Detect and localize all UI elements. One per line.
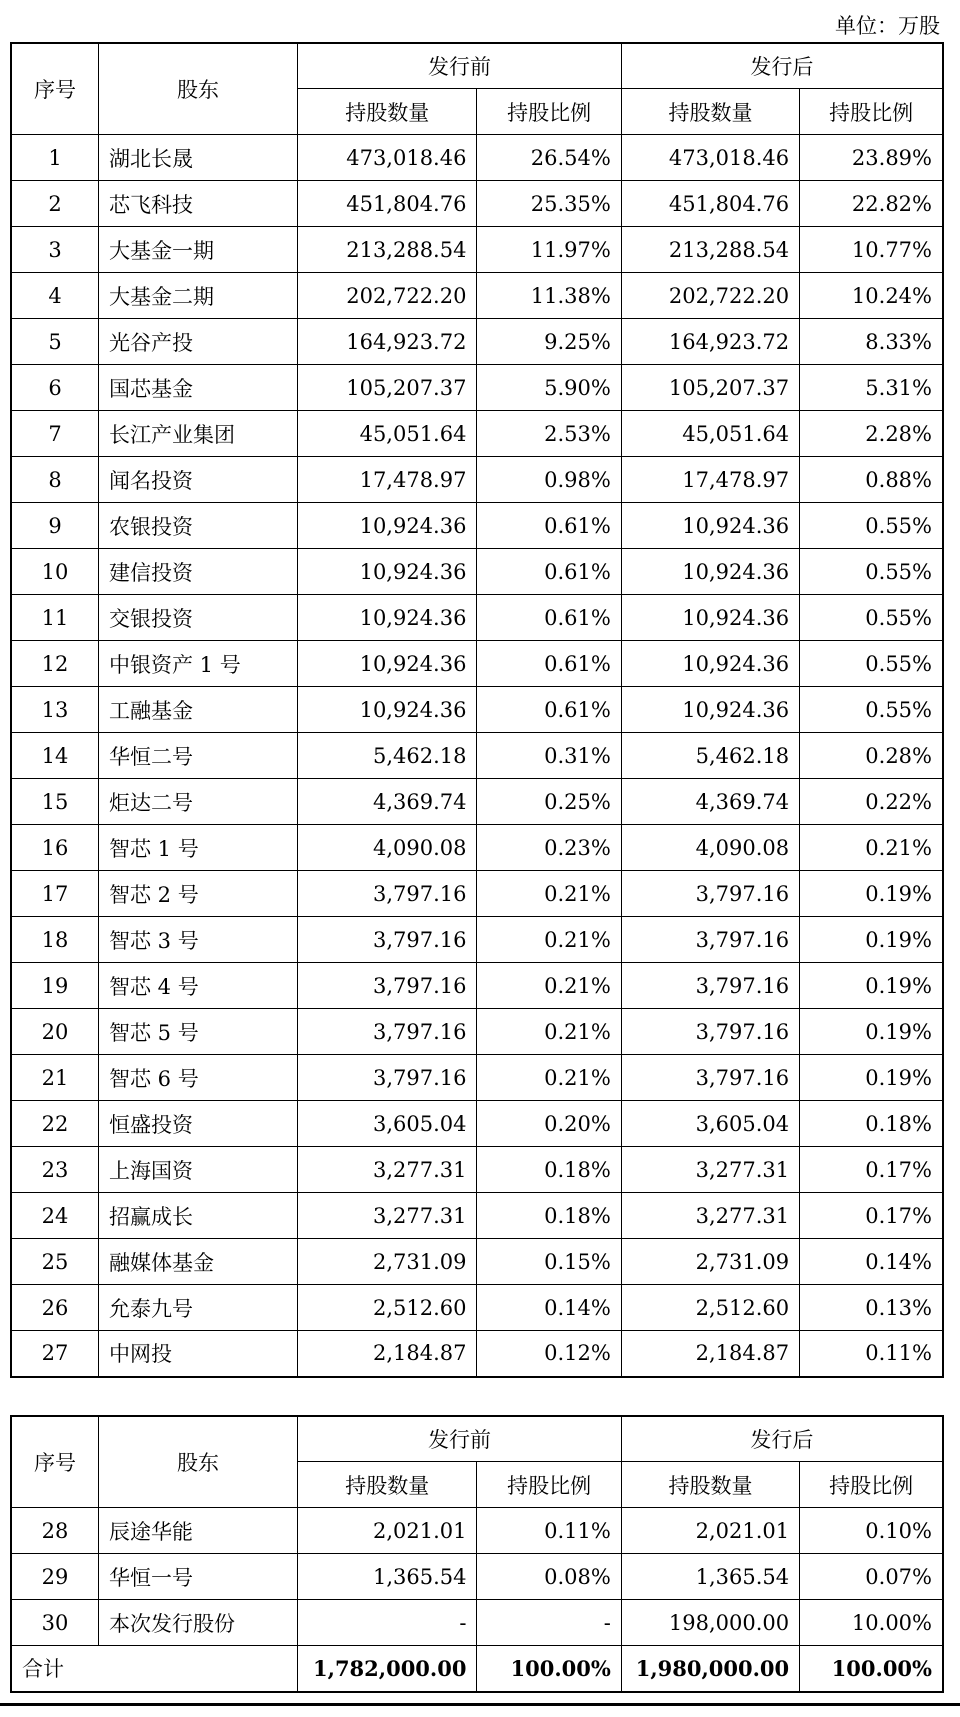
before-ratio: 0.61% — [477, 687, 621, 733]
before-ratio: 0.11% — [477, 1508, 621, 1554]
after-ratio: 0.07% — [800, 1554, 943, 1600]
after-shares: 10,924.36 — [621, 641, 799, 687]
header-before-ratio: 持股比例 — [477, 89, 621, 135]
after-ratio: 22.82% — [800, 181, 943, 227]
after-ratio: 0.19% — [800, 1055, 943, 1101]
before-shares: 10,924.36 — [298, 687, 477, 733]
table-row — [11, 1285, 943, 1331]
page-divider — [0, 1703, 960, 1706]
before-ratio: 0.21% — [477, 1055, 621, 1101]
after-ratio: 0.18% — [800, 1101, 943, 1147]
after-ratio: 0.19% — [800, 1009, 943, 1055]
row-number: 14 — [11, 733, 99, 779]
shareholder-name: 华恒一号 — [99, 1554, 298, 1600]
table-row — [11, 411, 943, 457]
row-number: 11 — [11, 595, 99, 641]
table-row — [11, 1508, 943, 1554]
before-shares: 3,277.31 — [298, 1193, 477, 1239]
before-ratio: 0.98% — [477, 457, 621, 503]
table-row — [11, 549, 943, 595]
row-number: 26 — [11, 1285, 99, 1331]
after-ratio: 0.55% — [800, 595, 943, 641]
table-row — [11, 1193, 943, 1239]
table-row — [11, 319, 943, 365]
table-row — [11, 963, 943, 1009]
before-ratio: 25.35% — [477, 181, 621, 227]
before-ratio: 0.15% — [477, 1239, 621, 1285]
before-ratio: 0.14% — [477, 1285, 621, 1331]
header-after-shares: 持股数量 — [621, 1462, 799, 1508]
total-label: 合计 — [11, 1646, 298, 1692]
before-ratio: 0.25% — [477, 779, 621, 825]
row-number: 23 — [11, 1147, 99, 1193]
before-shares: 4,369.74 — [298, 779, 477, 825]
before-ratio: 0.61% — [477, 641, 621, 687]
before-ratio: 0.21% — [477, 917, 621, 963]
shareholder-name: 芯飞科技 — [99, 181, 298, 227]
header-after: 发行后 — [621, 43, 943, 89]
after-ratio: 10.77% — [800, 227, 943, 273]
after-shares: 10,924.36 — [621, 503, 799, 549]
shareholder-name: 智芯 3 号 — [99, 917, 298, 963]
shareholder-name: 融媒体基金 — [99, 1239, 298, 1285]
header-holder: 股东 — [99, 43, 298, 135]
header-holder: 股东 — [99, 1416, 298, 1508]
before-shares: 3,605.04 — [298, 1101, 477, 1147]
before-ratio: 9.25% — [477, 319, 621, 365]
after-shares: 45,051.64 — [621, 411, 799, 457]
before-ratio: 0.21% — [477, 963, 621, 1009]
header-no: 序号 — [11, 1416, 99, 1508]
after-shares: 3,797.16 — [621, 963, 799, 1009]
table-row — [11, 1554, 943, 1600]
after-ratio: 0.88% — [800, 457, 943, 503]
table-row — [11, 365, 943, 411]
total-before-ratio: 100.00% — [477, 1646, 621, 1692]
after-ratio: 0.19% — [800, 963, 943, 1009]
row-number: 8 — [11, 457, 99, 503]
shareholder-name: 闻名投资 — [99, 457, 298, 503]
header-before: 发行前 — [298, 1416, 622, 1462]
after-shares: 2,021.01 — [621, 1508, 799, 1554]
before-shares: 3,797.16 — [298, 917, 477, 963]
after-ratio: 0.10% — [800, 1508, 943, 1554]
before-shares: 2,184.87 — [298, 1331, 477, 1377]
after-shares: 2,184.87 — [621, 1331, 799, 1377]
before-shares: 3,797.16 — [298, 1055, 477, 1101]
after-shares: 3,605.04 — [621, 1101, 799, 1147]
header-after-ratio: 持股比例 — [800, 1462, 943, 1508]
before-shares: 17,478.97 — [298, 457, 477, 503]
row-number: 12 — [11, 641, 99, 687]
shareholder-name: 农银投资 — [99, 503, 298, 549]
shareholder-name: 中网投 — [99, 1331, 298, 1377]
before-shares: 10,924.36 — [298, 503, 477, 549]
row-number: 4 — [11, 273, 99, 319]
shareholder-table-part-1 — [10, 42, 944, 1378]
before-ratio: 0.18% — [477, 1147, 621, 1193]
before-ratio: 0.20% — [477, 1101, 621, 1147]
after-shares: 164,923.72 — [621, 319, 799, 365]
after-ratio: 0.17% — [800, 1147, 943, 1193]
before-ratio: 0.23% — [477, 825, 621, 871]
before-shares: 202,722.20 — [298, 273, 477, 319]
row-number: 28 — [11, 1508, 99, 1554]
before-ratio: 0.61% — [477, 549, 621, 595]
row-number: 18 — [11, 917, 99, 963]
row-number: 16 — [11, 825, 99, 871]
before-shares: 2,731.09 — [298, 1239, 477, 1285]
before-shares: 451,804.76 — [298, 181, 477, 227]
after-ratio: 0.13% — [800, 1285, 943, 1331]
after-shares: 202,722.20 — [621, 273, 799, 319]
after-ratio: 0.21% — [800, 825, 943, 871]
table-row — [11, 181, 943, 227]
before-ratio: 0.31% — [477, 733, 621, 779]
table-row — [11, 1600, 943, 1646]
after-shares: 5,462.18 — [621, 733, 799, 779]
before-ratio: 0.18% — [477, 1193, 621, 1239]
after-shares: 473,018.46 — [621, 135, 799, 181]
before-ratio: 0.61% — [477, 503, 621, 549]
shareholder-name: 炬达二号 — [99, 779, 298, 825]
after-ratio: 0.17% — [800, 1193, 943, 1239]
shareholder-name: 智芯 6 号 — [99, 1055, 298, 1101]
shareholder-name: 本次发行股份 — [99, 1600, 298, 1646]
row-number: 1 — [11, 135, 99, 181]
before-shares: 4,090.08 — [298, 825, 477, 871]
before-shares: 5,462.18 — [298, 733, 477, 779]
shareholder-name: 湖北长晟 — [99, 135, 298, 181]
after-shares: 198,000.00 — [621, 1600, 799, 1646]
shareholder-name: 辰途华能 — [99, 1508, 298, 1554]
header-no: 序号 — [11, 43, 99, 135]
before-ratio: 0.61% — [477, 595, 621, 641]
total-after-shares: 1,980,000.00 — [621, 1646, 799, 1692]
before-shares: 164,923.72 — [298, 319, 477, 365]
shareholder-name: 恒盛投资 — [99, 1101, 298, 1147]
header-after-shares: 持股数量 — [621, 89, 799, 135]
table-row — [11, 687, 943, 733]
before-ratio: 0.21% — [477, 1009, 621, 1055]
header-before-shares: 持股数量 — [298, 89, 477, 135]
before-ratio: 11.38% — [477, 273, 621, 319]
shareholder-name: 国芯基金 — [99, 365, 298, 411]
shareholder-table-part-2 — [10, 1415, 944, 1693]
table-row — [11, 135, 943, 181]
after-shares: 2,512.60 — [621, 1285, 799, 1331]
after-shares: 3,277.31 — [621, 1193, 799, 1239]
after-shares: 451,804.76 — [621, 181, 799, 227]
shareholder-name: 华恒二号 — [99, 733, 298, 779]
after-shares: 4,369.74 — [621, 779, 799, 825]
table-body-1 — [11, 135, 943, 1377]
after-ratio: 10.24% — [800, 273, 943, 319]
header-after: 发行后 — [621, 1416, 943, 1462]
shareholder-name: 招赢成长 — [99, 1193, 298, 1239]
row-number: 6 — [11, 365, 99, 411]
after-ratio: 0.28% — [800, 733, 943, 779]
table-row — [11, 1147, 943, 1193]
table-row — [11, 595, 943, 641]
table-row — [11, 1239, 943, 1285]
row-number: 7 — [11, 411, 99, 457]
before-shares: 3,797.16 — [298, 963, 477, 1009]
table-body-2 — [11, 1508, 943, 1692]
shareholder-name: 大基金一期 — [99, 227, 298, 273]
table-row — [11, 1055, 943, 1101]
before-shares: 3,277.31 — [298, 1147, 477, 1193]
shareholder-name: 智芯 5 号 — [99, 1009, 298, 1055]
table-row — [11, 503, 943, 549]
before-ratio: 5.90% — [477, 365, 621, 411]
row-number: 20 — [11, 1009, 99, 1055]
total-row — [11, 1646, 943, 1692]
row-number: 17 — [11, 871, 99, 917]
header-before-shares: 持股数量 — [298, 1462, 477, 1508]
table-row — [11, 1101, 943, 1147]
shareholder-name: 智芯 1 号 — [99, 825, 298, 871]
before-ratio: 0.08% — [477, 1554, 621, 1600]
shareholder-name: 智芯 4 号 — [99, 963, 298, 1009]
after-ratio: 0.55% — [800, 641, 943, 687]
before-shares: 10,924.36 — [298, 549, 477, 595]
after-shares: 3,797.16 — [621, 871, 799, 917]
after-shares: 10,924.36 — [621, 549, 799, 595]
total-after-ratio: 100.00% — [800, 1646, 943, 1692]
after-shares: 4,090.08 — [621, 825, 799, 871]
row-number: 25 — [11, 1239, 99, 1285]
after-ratio: 2.28% — [800, 411, 943, 457]
table-row — [11, 273, 943, 319]
table-row — [11, 641, 943, 687]
before-shares: 1,365.54 — [298, 1554, 477, 1600]
after-shares: 3,797.16 — [621, 1009, 799, 1055]
before-ratio: 11.97% — [477, 227, 621, 273]
row-number: 27 — [11, 1331, 99, 1377]
row-number: 9 — [11, 503, 99, 549]
table-row — [11, 227, 943, 273]
before-shares: - — [298, 1600, 477, 1646]
after-ratio: 0.55% — [800, 549, 943, 595]
table-row — [11, 917, 943, 963]
total-before-shares: 1,782,000.00 — [298, 1646, 477, 1692]
after-shares: 105,207.37 — [621, 365, 799, 411]
before-shares: 3,797.16 — [298, 871, 477, 917]
before-ratio: 0.12% — [477, 1331, 621, 1377]
after-shares: 2,731.09 — [621, 1239, 799, 1285]
row-number: 29 — [11, 1554, 99, 1600]
after-ratio: 8.33% — [800, 319, 943, 365]
before-shares: 2,021.01 — [298, 1508, 477, 1554]
shareholder-name: 工融基金 — [99, 687, 298, 733]
after-shares: 213,288.54 — [621, 227, 799, 273]
table-row — [11, 733, 943, 779]
after-ratio: 0.19% — [800, 917, 943, 963]
row-number: 22 — [11, 1101, 99, 1147]
after-ratio: 0.11% — [800, 1331, 943, 1377]
after-ratio: 0.55% — [800, 687, 943, 733]
row-number: 10 — [11, 549, 99, 595]
header-after-ratio: 持股比例 — [800, 89, 943, 135]
row-number: 3 — [11, 227, 99, 273]
after-ratio: 10.00% — [800, 1600, 943, 1646]
header-before-ratio: 持股比例 — [477, 1462, 621, 1508]
row-number: 30 — [11, 1600, 99, 1646]
row-number: 13 — [11, 687, 99, 733]
before-shares: 2,512.60 — [298, 1285, 477, 1331]
after-shares: 10,924.36 — [621, 595, 799, 641]
row-number: 21 — [11, 1055, 99, 1101]
shareholder-name: 中银资产 1 号 — [99, 641, 298, 687]
before-shares: 213,288.54 — [298, 227, 477, 273]
after-ratio: 23.89% — [800, 135, 943, 181]
table-row — [11, 1331, 943, 1377]
shareholder-name: 长江产业集团 — [99, 411, 298, 457]
row-number: 24 — [11, 1193, 99, 1239]
before-shares: 3,797.16 — [298, 1009, 477, 1055]
shareholder-name: 交银投资 — [99, 595, 298, 641]
shareholder-name: 光谷产投 — [99, 319, 298, 365]
shareholder-name: 智芯 2 号 — [99, 871, 298, 917]
row-number: 15 — [11, 779, 99, 825]
before-ratio: 26.54% — [477, 135, 621, 181]
after-shares: 3,797.16 — [621, 917, 799, 963]
unit-label: 单位：万股 — [835, 14, 940, 38]
after-shares: 1,365.54 — [621, 1554, 799, 1600]
before-ratio: 0.21% — [477, 871, 621, 917]
row-number: 19 — [11, 963, 99, 1009]
table-row — [11, 1009, 943, 1055]
shareholder-name: 上海国资 — [99, 1147, 298, 1193]
table-row — [11, 457, 943, 503]
after-ratio: 5.31% — [800, 365, 943, 411]
row-number: 2 — [11, 181, 99, 227]
before-shares: 10,924.36 — [298, 641, 477, 687]
after-shares: 10,924.36 — [621, 687, 799, 733]
shareholder-name: 大基金二期 — [99, 273, 298, 319]
after-ratio: 0.19% — [800, 871, 943, 917]
table-row — [11, 825, 943, 871]
before-ratio: - — [477, 1600, 621, 1646]
after-shares: 17,478.97 — [621, 457, 799, 503]
header-before: 发行前 — [298, 43, 622, 89]
after-shares: 3,797.16 — [621, 1055, 799, 1101]
after-ratio: 0.14% — [800, 1239, 943, 1285]
table-row — [11, 779, 943, 825]
row-number: 5 — [11, 319, 99, 365]
before-shares: 10,924.36 — [298, 595, 477, 641]
after-ratio: 0.22% — [800, 779, 943, 825]
before-shares: 45,051.64 — [298, 411, 477, 457]
after-ratio: 0.55% — [800, 503, 943, 549]
shareholder-name: 允泰九号 — [99, 1285, 298, 1331]
after-shares: 3,277.31 — [621, 1147, 799, 1193]
before-shares: 473,018.46 — [298, 135, 477, 181]
before-ratio: 2.53% — [477, 411, 621, 457]
table-row — [11, 871, 943, 917]
shareholder-name: 建信投资 — [99, 549, 298, 595]
before-shares: 105,207.37 — [298, 365, 477, 411]
